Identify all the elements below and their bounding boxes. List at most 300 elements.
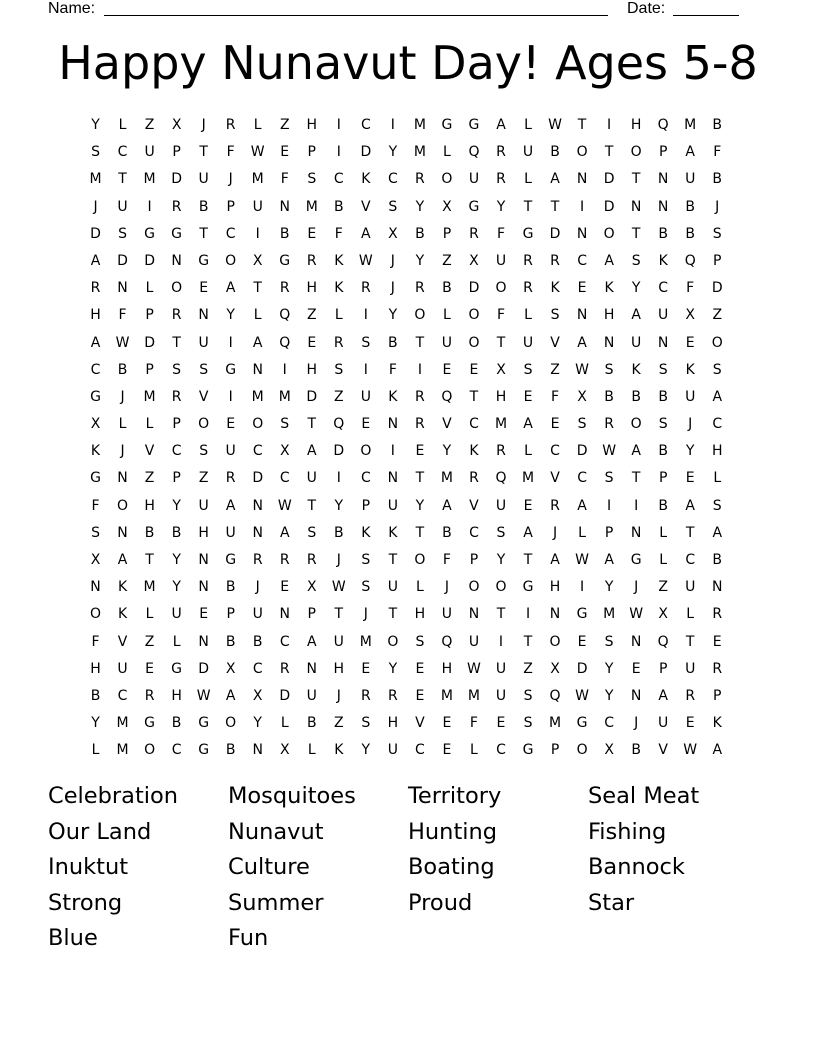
grid-letter: S [307, 171, 317, 188]
grid-letter: T [118, 171, 127, 188]
grid-letter: J [634, 715, 639, 732]
grid-letter: D [603, 198, 615, 215]
name-blank-line [104, 15, 608, 16]
grid-letter: G [522, 742, 534, 759]
grid-letter: P [658, 470, 668, 487]
grid-letter: Q [468, 144, 480, 161]
page-title: Happy Nunavut Day! Ages 5-8 [58, 36, 758, 90]
word-list-item: Mosquitoes [228, 783, 356, 809]
grid-letter: C [360, 470, 371, 487]
grid-letter: C [550, 443, 560, 460]
grid-letter: R [144, 687, 155, 704]
grid-letter: E [550, 416, 560, 433]
grid-letter: J [201, 117, 206, 133]
grid-letter: C [712, 416, 723, 433]
grid-letter: N [630, 524, 642, 541]
grid-letter: T [415, 470, 425, 487]
grid-letter: N [630, 687, 642, 704]
word-list-item: Fun [228, 925, 269, 951]
grid-letter: C [469, 524, 479, 541]
grid-letter: A [90, 334, 101, 351]
letter-grid [82, 114, 732, 767]
grid-letter: Y [388, 307, 398, 324]
grid-letter: W [358, 252, 373, 269]
word-list-item: Strong [48, 889, 123, 916]
grid-letter: T [550, 198, 560, 215]
grid-letter: G [225, 361, 237, 378]
grid-letter: B [333, 524, 344, 541]
word-list-item: Our Land [48, 818, 152, 845]
grid-letter: P [145, 361, 154, 378]
grid-letter: J [552, 524, 558, 541]
grid-letter: B [198, 198, 209, 215]
grid-letter: A [225, 497, 236, 514]
grid-letter: Y [604, 579, 614, 596]
grid-letter: E [685, 334, 695, 351]
grid-letter: T [415, 524, 425, 541]
grid-letter: T [415, 334, 425, 351]
grid-letter: E [442, 361, 452, 378]
grid-letter: L [443, 144, 451, 161]
grid-letter: L [686, 606, 695, 623]
grid-letter: T [199, 225, 208, 242]
grid-letter: G [144, 225, 155, 242]
grid-letter: D [252, 470, 264, 487]
grid-letter: I [228, 388, 233, 405]
grid-letter: F [91, 633, 100, 650]
grid-letter: A [306, 443, 317, 460]
word-list-item: Celebration [48, 783, 179, 809]
grid-letter: N [117, 470, 128, 487]
grid-letter: Z [279, 117, 290, 133]
grid-row [82, 196, 732, 223]
grid-letter: P [658, 660, 668, 677]
grid-letter: U [495, 252, 507, 269]
grid-letter: P [469, 552, 479, 568]
word-list-item: Star [588, 889, 635, 916]
grid-letter: X [171, 117, 182, 133]
grid-letter: Y [388, 144, 398, 161]
grid-letter: N [117, 280, 128, 297]
grid-letter: G [198, 742, 210, 759]
grid-letter: Z [523, 660, 533, 677]
grid-letter: C [604, 715, 614, 732]
grid-row [82, 250, 732, 277]
grid-letter: A [712, 742, 723, 759]
grid-row [82, 386, 732, 413]
grid-letter: A [442, 497, 452, 514]
grid-letter: C [252, 660, 263, 677]
grid-letter: D [279, 687, 291, 704]
grid-letter: V [415, 715, 425, 732]
grid-letter: U [198, 334, 209, 351]
grid-letter: X [550, 660, 560, 677]
word-list-item: Proud [408, 889, 473, 916]
grid-letter: T [631, 225, 641, 242]
grid-letter: F [686, 280, 695, 297]
grid-letter: O [576, 742, 588, 759]
grid-letter: W [196, 687, 211, 704]
grid-letter: A [279, 524, 290, 541]
grid-letter: Y [415, 252, 425, 269]
grid-letter: U [522, 144, 534, 161]
grid-letter: A [523, 524, 533, 541]
grid-letter: J [93, 198, 98, 215]
grid-letter: R [225, 470, 236, 487]
grid-letter: A [658, 687, 668, 704]
grid-letter: F [551, 388, 560, 405]
grid-letter: K [117, 606, 128, 623]
grid-letter: K [712, 715, 722, 732]
grid-letter: R [279, 660, 290, 677]
grid-letter: R [604, 416, 614, 433]
grid-row [82, 631, 732, 658]
grid-letter: I [607, 497, 612, 514]
grid-letter: N [468, 606, 480, 623]
grid-row [82, 603, 732, 630]
grid-letter: E [415, 687, 425, 704]
grid-letter: I [336, 470, 341, 487]
grid-letter: T [388, 552, 398, 568]
grid-letter: M [89, 171, 102, 188]
grid-letter: W [602, 443, 617, 460]
grid-letter: L [524, 171, 532, 188]
grid-letter: E [415, 660, 425, 677]
grid-letter: Y [226, 307, 235, 324]
grid-letter: N [117, 524, 128, 541]
grid-letter: T [631, 470, 641, 487]
grid-letter: H [171, 687, 182, 704]
grid-letter: Y [334, 497, 344, 514]
grid-letter: U [468, 171, 480, 188]
grid-letter: V [144, 443, 155, 460]
grid-letter: S [523, 715, 533, 732]
grid-letter: S [118, 225, 127, 242]
grid-letter: H [144, 497, 155, 514]
grid-letter: E [361, 416, 371, 433]
grid-letter: U [171, 606, 182, 623]
grid-letter: T [523, 552, 533, 568]
grid-letter: M [440, 687, 453, 704]
grid-letter: A [712, 524, 723, 541]
grid-letter: X [685, 307, 695, 324]
grid-letter: H [414, 606, 426, 623]
grid-letter: K [90, 443, 101, 460]
grid-letter: U [658, 307, 669, 324]
grid-letter: F [442, 552, 451, 568]
grid-letter: S [658, 416, 668, 433]
grid-letter: G [171, 660, 183, 677]
grid-letter: N [306, 660, 317, 677]
word-list-item: Boating [408, 854, 495, 880]
grid-letter: S [523, 361, 533, 378]
grid-letter: J [255, 579, 260, 596]
grid-letter: P [172, 416, 181, 433]
grid-letter: U [387, 579, 398, 596]
grid-row [82, 304, 732, 331]
grid-letter: C [658, 280, 669, 297]
grid-letter: Y [631, 280, 641, 297]
grid-row [82, 168, 732, 195]
grid-letter: K [361, 524, 371, 541]
grid-letter: E [199, 280, 209, 297]
grid-letter: X [279, 443, 290, 460]
grid-letter: H [549, 579, 561, 596]
grid-letter: R [279, 552, 290, 568]
grid-letter: N [90, 579, 101, 596]
grid-letter: T [253, 280, 262, 297]
grid-letter: F [91, 497, 100, 514]
grid-letter: U [631, 334, 642, 351]
grid-letter: J [688, 416, 693, 433]
grid-letter: N [711, 579, 723, 596]
grid-letter: W [250, 144, 265, 161]
grid-letter: L [415, 579, 424, 596]
grid-letter: N [603, 334, 615, 351]
grid-letter: L [659, 552, 668, 568]
grid-letter: O [117, 497, 129, 514]
grid-letter: O [252, 416, 264, 433]
grid-letter: K [361, 171, 371, 188]
grid-letter: R [415, 388, 425, 405]
date-blank-line [673, 15, 739, 16]
grid-letter: Q [657, 117, 669, 133]
grid-letter: I [147, 198, 152, 215]
grid-letter: A [550, 171, 560, 188]
grid-letter: M [684, 117, 697, 133]
grid-letter: T [307, 416, 317, 433]
grid-letter: P [713, 687, 722, 704]
grid-letter: I [417, 361, 422, 378]
word-list-item: Bannock [588, 854, 685, 880]
grid-letter: B [442, 280, 452, 297]
grid-letter: N [630, 198, 642, 215]
grid-letter: U [225, 443, 236, 460]
grid-letter: U [117, 198, 128, 215]
grid-letter: O [414, 552, 426, 568]
grid-letter: E [712, 633, 722, 650]
grid-letter: O [90, 606, 102, 623]
grid-letter: C [90, 361, 101, 378]
grid-letter: A [604, 252, 614, 269]
grid-letter: R [685, 687, 696, 704]
grid-letter: B [144, 524, 155, 541]
grid-letter: U [685, 388, 696, 405]
grid-letter: I [607, 117, 612, 133]
grid-letter: M [116, 715, 129, 732]
grid-letter: S [307, 524, 317, 541]
grid-letter: V [117, 633, 128, 650]
grid-letter: R [279, 280, 290, 297]
grid-letter: E [415, 443, 425, 460]
grid-letter: H [333, 660, 345, 677]
grid-letter: T [577, 117, 587, 133]
grid-letter: S [658, 361, 668, 378]
grid-letter: Y [604, 687, 614, 704]
grid-letter: C [117, 144, 128, 161]
grid-row [82, 658, 732, 685]
grid-letter: P [442, 225, 452, 242]
grid-row [82, 332, 732, 359]
grid-letter: M [116, 742, 129, 759]
grid-letter: W [331, 579, 346, 596]
grid-letter: R [496, 171, 506, 188]
grid-letter: B [712, 117, 723, 133]
grid-row [82, 467, 732, 494]
grid-letter: Z [334, 715, 344, 732]
grid-letter: J [120, 443, 125, 460]
grid-letter: I [390, 443, 395, 460]
grid-letter: F [280, 171, 289, 188]
grid-letter: R [496, 144, 506, 161]
grid-letter: N [252, 524, 263, 541]
grid-letter: P [226, 606, 235, 623]
grid-letter: B [550, 144, 560, 161]
grid-letter: O [630, 416, 642, 433]
grid-row [82, 685, 732, 712]
grid-letter: R [415, 416, 425, 433]
grid-letter: E [307, 334, 317, 351]
grid-letter: A [604, 552, 614, 568]
grid-letter: H [306, 117, 318, 133]
grid-letter: A [631, 307, 641, 324]
grid-letter: C [685, 552, 696, 568]
grid-letter: M [278, 388, 291, 405]
grid-letter: N [252, 742, 263, 759]
grid-letter: L [172, 633, 181, 650]
grid-letter: C [469, 416, 479, 433]
grid-letter: H [306, 280, 318, 297]
word-list-item: Summer [228, 889, 324, 916]
grid-letter: M [467, 687, 480, 704]
grid-letter: N [279, 198, 290, 215]
grid-letter: B [90, 687, 101, 704]
grid-letter: U [252, 198, 263, 215]
grid-letter: W [467, 660, 481, 677]
grid-letter: N [657, 198, 669, 215]
grid-letter: A [225, 280, 236, 297]
grid-letter: K [117, 579, 128, 596]
grid-letter: Q [657, 633, 669, 650]
grid-letter: L [145, 416, 154, 433]
grid-letter: E [685, 470, 695, 487]
grid-letter: Z [334, 388, 344, 405]
grid-letter: F [118, 307, 127, 324]
grid-row [82, 522, 732, 549]
grid-letter: C [496, 742, 506, 759]
grid-letter: T [145, 552, 154, 568]
grid-letter: Z [306, 307, 317, 324]
grid-letter: S [361, 579, 371, 596]
grid-letter: X [469, 252, 479, 269]
grid-letter: B [225, 579, 236, 596]
grid-letter: B [658, 225, 668, 242]
grid-letter: Y [172, 579, 181, 596]
grid-letter: D [576, 660, 588, 677]
grid-letter: S [361, 334, 371, 351]
grid-letter: B [658, 443, 668, 460]
grid-letter: G [171, 225, 183, 242]
grid-letter: I [634, 497, 639, 514]
grid-letter: M [305, 198, 318, 215]
grid-letter: S [604, 633, 614, 650]
grid-letter: J [120, 388, 125, 405]
grid-letter: J [228, 171, 233, 188]
grid-letter: L [145, 606, 154, 623]
grid-letter: L [280, 715, 289, 732]
grid-letter: T [172, 334, 181, 351]
grid-letter: Y [685, 443, 695, 460]
grid-letter: H [90, 660, 101, 677]
grid-letter: N [576, 307, 588, 324]
grid-letter: S [712, 225, 722, 242]
grid-letter: X [279, 742, 290, 759]
grid-letter: G [225, 552, 237, 568]
grid-letter: W [575, 552, 589, 568]
grid-letter: L [307, 742, 316, 759]
grid-letter: U [360, 388, 371, 405]
grid-letter: L [713, 470, 722, 487]
grid-letter: I [228, 334, 233, 351]
grid-letter: R [712, 660, 723, 677]
grid-letter: D [549, 225, 561, 242]
grid-letter: B [117, 361, 128, 378]
grid-letter: B [658, 497, 668, 514]
grid-letter: H [711, 443, 723, 460]
grid-letter: O [387, 633, 399, 650]
grid-letter: L [145, 280, 154, 297]
grid-letter: R [171, 198, 182, 215]
grid-letter: Y [253, 715, 262, 732]
grid-letter: L [578, 524, 586, 541]
grid-letter: B [631, 742, 641, 759]
grid-letter: U [144, 144, 155, 161]
grid-row [82, 712, 732, 739]
grid-letter: P [604, 524, 614, 541]
grid-letter: T [685, 524, 695, 541]
grid-letter: U [441, 606, 453, 623]
grid-letter: N [549, 606, 561, 623]
grid-letter: H [495, 388, 507, 405]
grid-letter: U [685, 660, 696, 677]
grid-letter: E [631, 660, 641, 677]
grid-letter: F [334, 225, 343, 242]
grid-letter: E [280, 144, 290, 161]
grid-letter: O [144, 742, 156, 759]
grid-letter: O [414, 307, 426, 324]
grid-letter: L [253, 117, 262, 133]
grid-letter: H [630, 117, 642, 133]
grid-letter: W [629, 606, 644, 623]
grid-letter: Q [441, 388, 453, 405]
grid-letter: G [522, 579, 534, 596]
grid-letter: Y [172, 497, 181, 514]
grid-letter: D [306, 388, 318, 405]
grid-letter: K [334, 742, 344, 759]
grid-letter: R [171, 307, 182, 324]
grid-letter: M [143, 579, 156, 596]
grid-letter: Y [415, 198, 425, 215]
grid-letter: W [115, 334, 130, 351]
grid-letter: B [306, 715, 317, 732]
grid-letter: T [496, 606, 506, 623]
grid-letter: Y [91, 715, 100, 732]
grid-letter: P [713, 252, 722, 269]
grid-letter: P [226, 198, 235, 215]
grid-letter: A [225, 687, 236, 704]
grid-letter: Y [604, 660, 614, 677]
grid-letter: L [524, 307, 532, 324]
